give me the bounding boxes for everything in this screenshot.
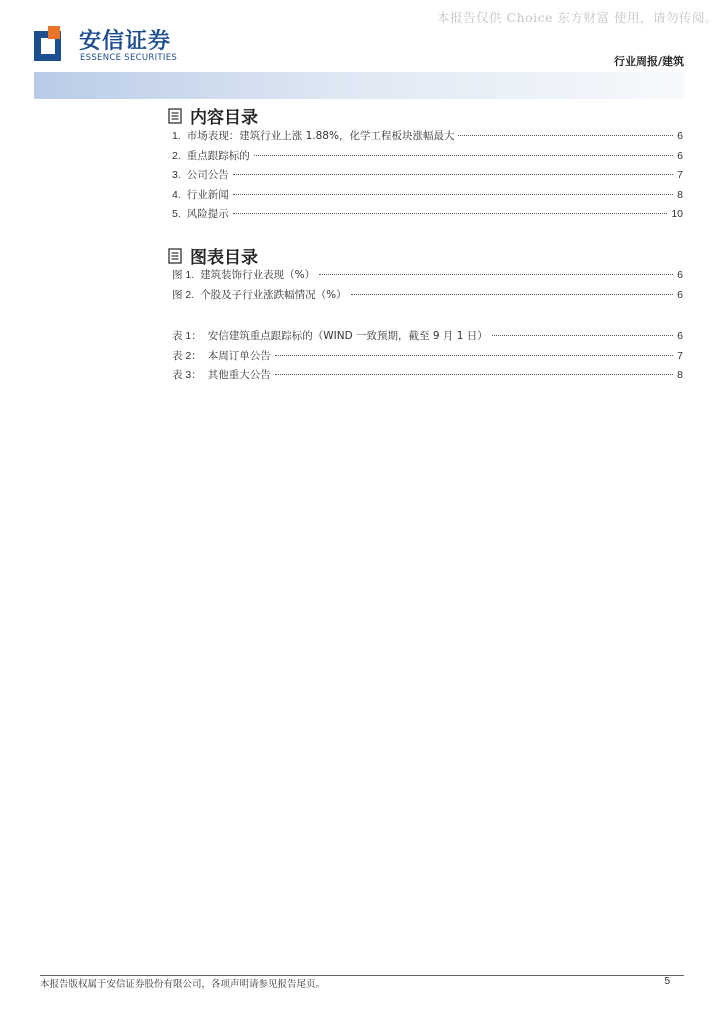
- table-entry-page: 8: [677, 369, 683, 381]
- figures-title: 图表目录: [190, 248, 258, 268]
- table-entry[interactable]: [172, 367, 683, 387]
- company-logo: [34, 24, 194, 68]
- toc-entry-page: 6: [677, 149, 683, 162]
- table-entry-number: 表 2：: [172, 349, 202, 362]
- tables-list: [172, 328, 683, 387]
- toc-entry-text: 市场表现：建筑行业上涨 1.88%，化学工程板块涨幅最大: [186, 130, 455, 142]
- toc-entry-page: 8: [677, 188, 683, 201]
- dot-leader: [492, 335, 673, 336]
- figures-heading: [168, 243, 258, 268]
- toc-entry-number: 4.: [172, 188, 181, 201]
- figure-entry[interactable]: [172, 287, 683, 307]
- toc-entry-page: 6: [677, 130, 683, 142]
- figure-entry-text: 建筑装饰行业表现（%）: [200, 269, 316, 281]
- table-entry-page: 7: [677, 349, 683, 362]
- table-entry-number: 表 3：: [172, 369, 202, 381]
- figure-entry-page: 6: [677, 288, 683, 301]
- toc-entry[interactable]: [172, 128, 683, 148]
- toc-entry-number: 1.: [172, 130, 181, 142]
- toc-entry[interactable]: [172, 148, 683, 168]
- table-entry[interactable]: [172, 328, 683, 348]
- toc-entry-page: 10: [671, 208, 683, 220]
- dot-leader: [233, 213, 668, 214]
- table-entry-text: 安信建筑重点跟踪标的（WIND 一致预期，截至 9 月 1 日）: [207, 330, 488, 342]
- toc-entry-text: 公司公告: [186, 169, 229, 181]
- toc-entry-number: 3.: [172, 169, 181, 181]
- dot-leader: [275, 355, 673, 356]
- header-bar: [34, 72, 684, 99]
- figure-entry-page: 6: [677, 269, 683, 281]
- toc-entry-text: 行业新闻: [186, 188, 229, 201]
- contents-title: 内容目录: [190, 108, 258, 128]
- watermark: 本报告仅供 Choice 东方财富 使用，请勿传阅。: [437, 10, 718, 25]
- page-number: 5: [664, 976, 670, 987]
- dot-leader: [233, 174, 673, 175]
- dot-leader: [233, 194, 673, 195]
- dot-leader: [275, 374, 673, 375]
- logo-chinese-name: 安信证券: [79, 29, 172, 54]
- toc-entry[interactable]: [172, 187, 683, 207]
- toc-entry-number: 5.: [172, 208, 181, 220]
- figure-entry-number: 图 2.: [172, 288, 195, 301]
- table-entry[interactable]: [172, 348, 683, 368]
- figures-list: [172, 267, 683, 306]
- toc-entry-text: 风险提示: [186, 208, 229, 220]
- contents-heading: [168, 103, 258, 128]
- logo-english-name: ESSENCE SECURITIES: [80, 53, 178, 63]
- table-entry-page: 6: [677, 330, 683, 342]
- figure-entry[interactable]: [172, 267, 683, 287]
- dot-leader: [458, 135, 673, 136]
- contents-list: [172, 128, 683, 226]
- document-icon: [168, 248, 182, 264]
- table-entry-text: 其他重大公告: [207, 369, 271, 381]
- toc-entry-text: 重点跟踪标的: [186, 149, 250, 162]
- report-category: 行业周报/建筑: [613, 55, 684, 68]
- table-entry-text: 本周订单公告: [207, 349, 271, 362]
- dot-leader: [319, 274, 673, 275]
- toc-entry[interactable]: [172, 167, 683, 187]
- dot-leader: [351, 294, 673, 295]
- figure-entry-number: 图 1.: [172, 269, 195, 281]
- logo-mark-icon: [34, 26, 68, 64]
- dot-leader: [254, 155, 673, 156]
- figure-entry-text: 个股及子行业涨跌幅情况（%）: [200, 288, 347, 301]
- toc-entry-page: 7: [677, 169, 683, 181]
- footer-disclaimer: 本报告版权属于安信证券股份有限公司，各项声明请参见报告尾页。: [40, 979, 326, 990]
- document-icon: [168, 108, 182, 124]
- table-entry-number: 表 1：: [172, 330, 202, 342]
- toc-entry[interactable]: [172, 206, 683, 226]
- toc-entry-number: 2.: [172, 149, 181, 162]
